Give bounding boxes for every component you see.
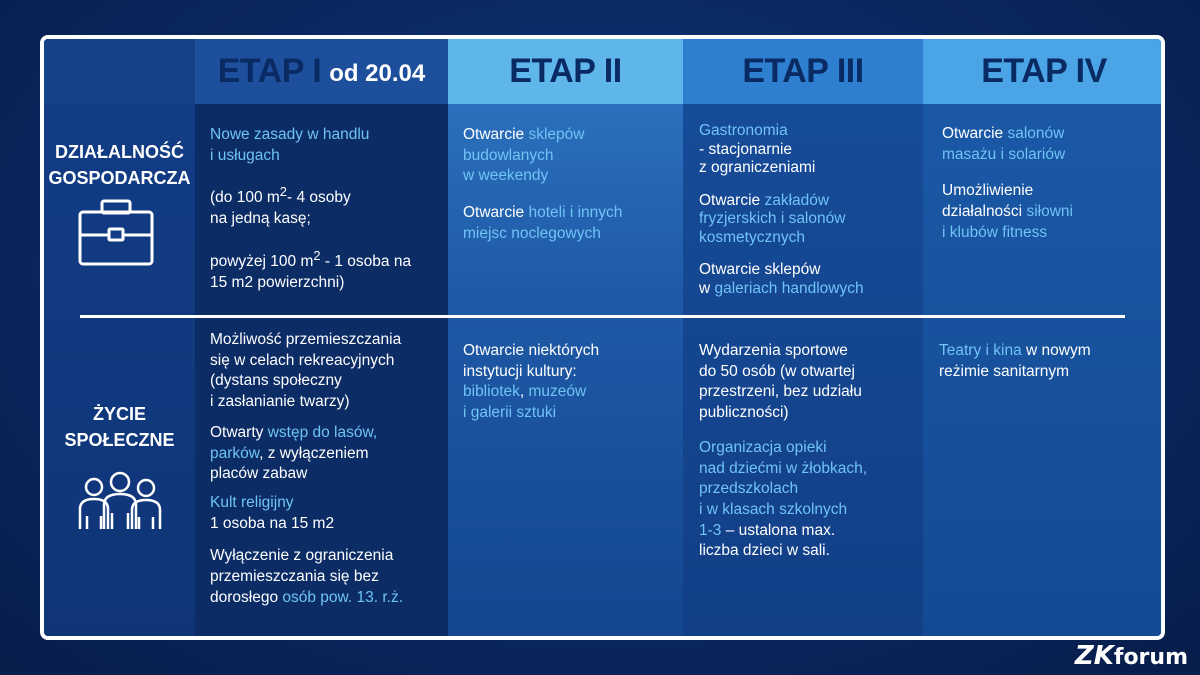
business-stage1-cell <box>210 125 446 310</box>
text: i w klasach szkolnych <box>699 500 848 518</box>
text: 2 <box>279 184 287 200</box>
stage4-header <box>923 39 1165 104</box>
text: Teatry i kina <box>939 342 1022 359</box>
row-divider <box>80 315 1125 318</box>
logo-mark: ZK <box>1074 641 1114 671</box>
text: 1-3 <box>699 521 722 539</box>
text: i galerii sztuki <box>463 404 557 422</box>
text: fryzjerskich i salonów <box>699 210 846 227</box>
text: do 50 osób (w otwartej <box>699 362 855 380</box>
stage4-title: ETAP IV <box>981 52 1107 90</box>
text: hoteli i innych <box>528 204 623 222</box>
text: Umożliwienie <box>942 182 1034 200</box>
row-label-column <box>44 39 195 636</box>
stage1-header <box>195 39 448 104</box>
text: powyżej 100 m <box>210 253 314 271</box>
text: Otwarcie <box>463 204 529 222</box>
text: liczba dzieci w sali. <box>699 542 830 560</box>
corner-header <box>44 39 195 104</box>
text: (do 100 m <box>210 189 280 207</box>
text: zakładów <box>764 191 830 209</box>
text: sklepów <box>528 126 585 143</box>
text: na jedną kasę; <box>210 210 311 228</box>
text: w weekendy <box>463 167 549 185</box>
text: się w celach rekreacyjnych <box>210 351 395 369</box>
text: osób pow. 13. r.ż. <box>282 588 404 606</box>
text: masażu i solariów <box>942 145 1066 163</box>
social-label-line2: SPOŁECZNE <box>64 430 175 450</box>
business-stage4-cell <box>942 124 1162 260</box>
text: , z wyłączeniem <box>259 444 369 462</box>
social-stage1-cell <box>210 330 446 624</box>
logo-text: forum <box>1113 645 1188 670</box>
text: muzeów <box>528 383 587 401</box>
text: Otwarcie <box>463 126 529 143</box>
people-group-icon <box>76 471 164 536</box>
stage3-title: ETAP III <box>742 52 864 90</box>
text: - 1 osoba na <box>320 253 412 271</box>
text: publiczności) <box>699 404 789 422</box>
text: salonów <box>1007 125 1065 142</box>
stage2-title: ETAP II <box>509 52 622 90</box>
social-stage3-cell <box>699 341 921 578</box>
text: w <box>699 279 715 297</box>
text: w nowym <box>1021 342 1091 359</box>
text: , <box>519 383 529 401</box>
text: placów zabaw <box>210 465 308 483</box>
text: i klubów fitness <box>942 223 1048 241</box>
text: Gastronomia <box>699 122 788 139</box>
text: Otwarcie <box>942 125 1008 142</box>
business-row-label <box>44 139 195 191</box>
forum-logo <box>1075 641 1188 671</box>
stage1-date: od 20.04 <box>329 59 426 87</box>
text: Wyłączenie z ograniczenia <box>210 547 394 565</box>
text: instytucji kultury: <box>463 362 577 380</box>
text: Otwarcie niektórych <box>463 342 600 359</box>
text: miejsc noclegowych <box>463 224 601 242</box>
text: przestrzeni, bez udziału <box>699 383 862 401</box>
text: Otwarcie <box>699 191 765 209</box>
stage1-title: ETAP I <box>217 52 322 90</box>
text: Możliwość przemieszczania <box>210 331 402 348</box>
text: – ustalona max. <box>721 521 836 539</box>
text: reżimie sanitarnym <box>939 362 1070 380</box>
text: - stacjonarnie <box>699 140 793 158</box>
text: Otwarty <box>210 423 268 441</box>
business-stage2-cell <box>463 125 675 261</box>
text: Kult religijny <box>210 493 294 511</box>
text: 2 <box>313 247 321 263</box>
text: - 4 osoby <box>286 189 351 207</box>
text: Organizacja opieki <box>699 438 827 456</box>
text: i usługach <box>210 146 280 164</box>
text: budowlanych <box>463 146 554 164</box>
text: siłowni <box>1026 203 1073 221</box>
text: Wydarzenia sportowe <box>699 342 848 359</box>
social-row-label <box>44 401 195 453</box>
business-label-line2: GOSPODARCZA <box>48 168 191 188</box>
stage2-header <box>448 39 683 104</box>
social-stage2-cell <box>463 341 675 440</box>
text: nad dziećmi w żłobkach, <box>699 459 867 477</box>
text: i zasłanianie twarzy) <box>210 393 350 411</box>
text: działalności <box>942 203 1027 221</box>
text: przedszkolach <box>699 480 799 498</box>
business-stage3-cell <box>699 122 921 314</box>
text: Nowe zasady w handlu <box>210 126 370 143</box>
social-stage4-cell <box>939 341 1161 398</box>
social-label-line1: ŻYCIE <box>92 404 146 424</box>
text: z ograniczeniami <box>699 159 816 176</box>
stage3-header <box>683 39 923 104</box>
text: przemieszczania się bez <box>210 568 379 586</box>
text: 15 m2 powierzchni) <box>210 273 345 291</box>
text: bibliotek <box>463 383 520 401</box>
text: wstęp do lasów, <box>267 423 378 441</box>
text: dorosłego <box>210 588 283 606</box>
business-label-line1: DZIAŁALNOŚĆ <box>55 142 184 162</box>
text: galeriach handlowych <box>714 279 864 297</box>
text: kosmetycznych <box>699 228 805 246</box>
stages-table <box>40 35 1165 640</box>
briefcase-icon <box>78 199 154 272</box>
text: Otwarcie sklepów <box>699 261 821 278</box>
text: 1 osoba na 15 m2 <box>210 514 335 532</box>
text: (dystans społeczny <box>210 372 342 390</box>
text: parków <box>210 444 260 462</box>
